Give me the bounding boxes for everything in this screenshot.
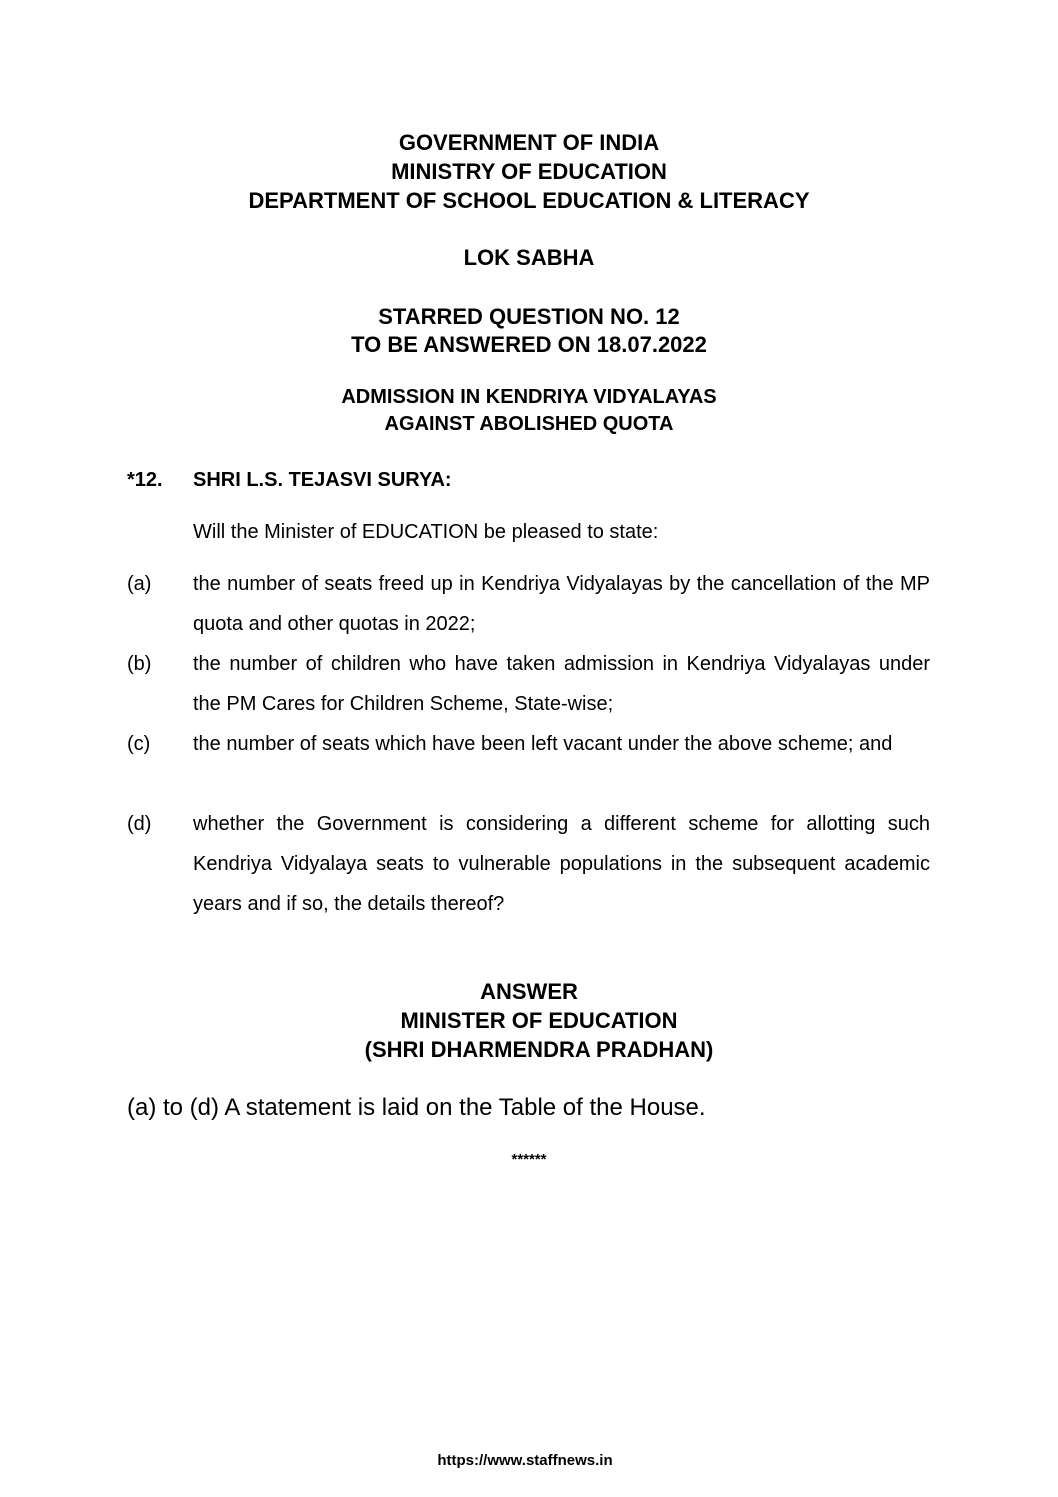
header-govt: GOVERNMENT OF INDIA bbox=[398, 130, 660, 155]
member-name: SHRI L.S. TEJASVI SURYA: bbox=[193, 469, 452, 491]
part-c-text: the number of seats which have been left vacant under the above scheme; and bbox=[193, 733, 893, 755]
end-mark: ****** bbox=[511, 1151, 547, 1168]
part-a-label: (a) bbox=[127, 573, 152, 595]
minister-name: (SHRI DHARMENDRA PRADHAN) bbox=[364, 1037, 714, 1062]
subject-line-1: ADMISSION IN KENDRIYA VIDYALAYAS bbox=[341, 386, 717, 408]
part-b-text: the number of children who have taken admission in Kendriya Vidyalayas under the PM Cares for Children Scheme, State-wise; bbox=[193, 653, 930, 715]
header-ministry: MINISTRY OF EDUCATION bbox=[391, 159, 667, 184]
part-c-label: (c) bbox=[127, 733, 151, 755]
question-star-number: *12. bbox=[127, 469, 163, 491]
answer-title: ANSWER bbox=[480, 979, 578, 1004]
answer-date: TO BE ANSWERED ON 18.07.2022 bbox=[351, 332, 707, 357]
answer-by: MINISTER OF EDUCATION bbox=[400, 1008, 678, 1033]
header-department: DEPARTMENT OF SCHOOL EDUCATION & LITERACY bbox=[248, 188, 810, 213]
subject-line-2: AGAINST ABOLISHED QUOTA bbox=[384, 413, 674, 435]
house-name: LOK SABHA bbox=[463, 245, 595, 270]
answer-text: (a) to (d) A statement is laid on the Table of the House. bbox=[127, 1094, 706, 1121]
question-intro: Will the Minister of EDUCATION be pleased to state: bbox=[193, 521, 659, 543]
question-number: STARRED QUESTION NO. 12 bbox=[378, 304, 680, 329]
footer-url[interactable]: https://www.staffnews.in bbox=[437, 1452, 613, 1469]
part-a-text: the number of seats freed up in Kendriya Vidyalayas by the cancellation of the MP quota and other quotas in 2022; bbox=[193, 573, 930, 635]
part-d-text: whether the Government is considering a different scheme for allotting such Kendriya Vidyalaya seats to vulnerable populations in the subsequent academic years and if so, the details thereof? bbox=[193, 813, 930, 915]
part-d-label: (d) bbox=[127, 813, 152, 835]
part-b-label: (b) bbox=[127, 653, 152, 675]
